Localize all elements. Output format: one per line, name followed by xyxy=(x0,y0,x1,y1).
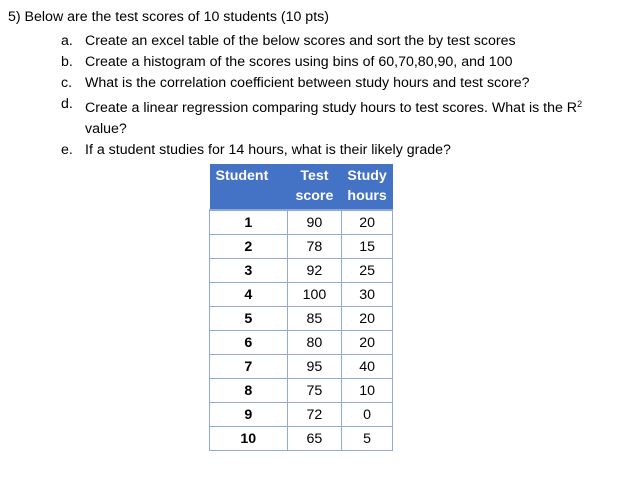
cell-score: 92 xyxy=(287,259,342,283)
table-row xyxy=(210,403,393,427)
cell-hours: 0 xyxy=(342,403,393,427)
cell-student: 5 xyxy=(210,307,288,331)
header-empty xyxy=(210,186,288,210)
item-text: Create a histogram of the scores using bins of 60,70,80,90, and 100 xyxy=(85,54,513,70)
list-item-d xyxy=(61,94,621,140)
cell-student: 6 xyxy=(210,331,288,355)
cell-hours: 15 xyxy=(342,235,393,259)
cell-score: 90 xyxy=(287,210,342,235)
table-row xyxy=(210,331,393,355)
list-item-c xyxy=(61,73,621,94)
cell-score: 72 xyxy=(287,403,342,427)
table-row xyxy=(210,307,393,331)
table-row xyxy=(210,283,393,307)
cell-student: 4 xyxy=(210,283,288,307)
item-text-wrap xyxy=(85,94,621,140)
table-row xyxy=(210,379,393,403)
cell-student: 2 xyxy=(210,235,288,259)
cell-score: 100 xyxy=(287,283,342,307)
header-hours: hours xyxy=(342,186,393,210)
item-text: If a student studies for 14 hours, what is their likely grade? xyxy=(85,142,451,158)
header-score: score xyxy=(287,186,342,210)
cell-score: 75 xyxy=(287,379,342,403)
cell-hours: 30 xyxy=(342,283,393,307)
table-row xyxy=(210,259,393,283)
table-header-row xyxy=(210,186,393,210)
superscript: 2 xyxy=(577,99,583,109)
question-items xyxy=(61,31,621,161)
table-row xyxy=(210,355,393,379)
cell-student: 9 xyxy=(210,403,288,427)
cell-hours: 5 xyxy=(342,427,393,451)
item-letter: a. xyxy=(61,33,73,49)
item-letter: b. xyxy=(61,54,73,70)
cell-hours: 20 xyxy=(342,307,393,331)
scores-table xyxy=(209,164,393,451)
item-letter: d. xyxy=(61,96,73,112)
item-text-continued: value? xyxy=(85,121,127,137)
header-study: Study xyxy=(342,164,393,186)
header-test: Test xyxy=(287,164,342,186)
item-letter: c. xyxy=(61,75,73,91)
item-text: Create an excel table of the below scores and sort the by test scores xyxy=(85,33,516,49)
item-text: Create a linear regression comparing study hours to test scores. What is the R xyxy=(85,100,578,116)
cell-hours: 10 xyxy=(342,379,393,403)
list-item-a xyxy=(61,31,621,52)
cell-hours: 20 xyxy=(342,210,393,235)
item-text: What is the correlation coefficient between study hours and test score? xyxy=(85,75,530,91)
list-item-e xyxy=(61,140,621,161)
cell-score: 65 xyxy=(287,427,342,451)
cell-student: 3 xyxy=(210,259,288,283)
table-row xyxy=(210,235,393,259)
cell-hours: 40 xyxy=(342,355,393,379)
cell-score: 95 xyxy=(287,355,342,379)
cell-student: 1 xyxy=(210,210,288,235)
table-row xyxy=(210,427,393,451)
list-item-b xyxy=(61,52,621,73)
header-student: Student xyxy=(210,164,288,186)
cell-score: 78 xyxy=(287,235,342,259)
cell-score: 85 xyxy=(287,307,342,331)
question-header: 5) Below are the test scores of 10 students (10 pts) xyxy=(8,9,329,25)
cell-student: 10 xyxy=(210,427,288,451)
item-letter: e. xyxy=(61,142,73,158)
table-row xyxy=(210,210,393,235)
cell-student: 7 xyxy=(210,355,288,379)
cell-student: 8 xyxy=(210,379,288,403)
cell-hours: 20 xyxy=(342,331,393,355)
table-header-row xyxy=(210,164,393,186)
cell-score: 80 xyxy=(287,331,342,355)
cell-hours: 25 xyxy=(342,259,393,283)
